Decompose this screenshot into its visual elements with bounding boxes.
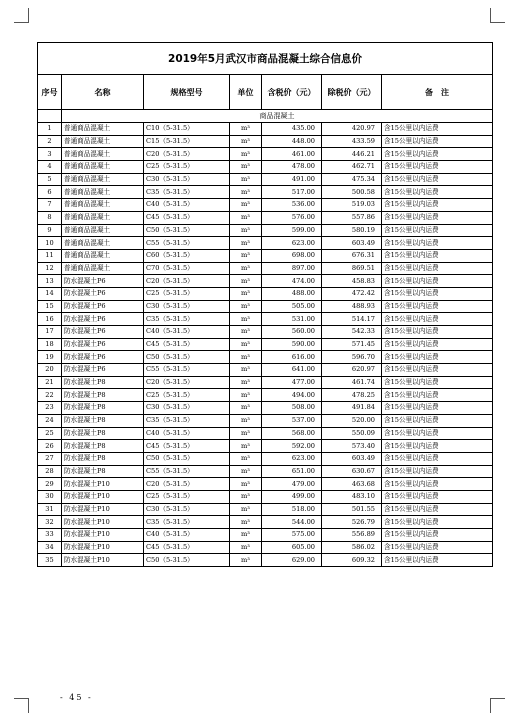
cell-spec: C45（5-31.5） xyxy=(144,541,230,554)
cell-name: 防水混凝土P6 xyxy=(62,287,144,300)
cell-no: 14 xyxy=(38,287,62,300)
cell-no: 9 xyxy=(38,224,62,237)
cell-no: 28 xyxy=(38,465,62,478)
cell-no: 21 xyxy=(38,376,62,389)
cell-spec: C20（5-31.5） xyxy=(144,148,230,161)
cell-spec: C40（5-31.5） xyxy=(144,326,230,339)
cell-price-notax: 620.97 xyxy=(322,364,382,377)
table-row xyxy=(38,529,493,542)
cell-price-notax: 501.55 xyxy=(322,503,382,516)
cell-no: 22 xyxy=(38,389,62,402)
cell-price-notax: 586.02 xyxy=(322,541,382,554)
cell-name: 普通商品混凝土 xyxy=(62,224,144,237)
cell-unit: m³ xyxy=(230,490,262,503)
cell-spec: C70（5-31.5） xyxy=(144,262,230,275)
cell-name: 普通商品混凝土 xyxy=(62,148,144,161)
cell-note: 含15公里以内运费 xyxy=(382,173,493,186)
cell-note: 含15公里以内运费 xyxy=(382,478,493,491)
cell-note: 含15公里以内运费 xyxy=(382,237,493,250)
cell-spec: C45（5-31.5） xyxy=(144,211,230,224)
cell-unit: m³ xyxy=(230,249,262,262)
cell-price-tax: 474.00 xyxy=(262,275,322,288)
cell-price-tax: 651.00 xyxy=(262,465,322,478)
cell-price-notax: 420.97 xyxy=(322,123,382,136)
cell-unit: m³ xyxy=(230,427,262,440)
table-row xyxy=(38,148,493,161)
cell-price-notax: 514.17 xyxy=(322,313,382,326)
cell-note: 含15公里以内运费 xyxy=(382,541,493,554)
cell-no: 2 xyxy=(38,135,62,148)
table-row xyxy=(38,452,493,465)
cell-price-notax: 478.25 xyxy=(322,389,382,402)
cell-price-tax: 435.00 xyxy=(262,123,322,136)
cell-name: 普通商品混凝土 xyxy=(62,199,144,212)
cell-no: 16 xyxy=(38,313,62,326)
cell-price-notax: 500.58 xyxy=(322,186,382,199)
cell-spec: C35（5-31.5） xyxy=(144,186,230,199)
crop-mark-top-right xyxy=(490,8,505,23)
cell-no: 31 xyxy=(38,503,62,516)
table-row xyxy=(38,465,493,478)
cell-note: 含15公里以内运费 xyxy=(382,376,493,389)
cell-price-notax: 458.83 xyxy=(322,275,382,288)
cell-no: 20 xyxy=(38,364,62,377)
cell-name: 防水混凝土P8 xyxy=(62,427,144,440)
table-row xyxy=(38,554,493,567)
table-row xyxy=(38,389,493,402)
cell-unit: m³ xyxy=(230,389,262,402)
cell-spec: C25（5-31.5） xyxy=(144,287,230,300)
cell-price-notax: 483.10 xyxy=(322,490,382,503)
cell-spec: C45（5-31.5） xyxy=(144,338,230,351)
table-row xyxy=(38,211,493,224)
cell-note: 含15公里以内运费 xyxy=(382,351,493,364)
section-label: 商品混凝土 xyxy=(62,110,493,123)
crop-mark-top-left xyxy=(14,8,29,23)
cell-name: 防水混凝土P10 xyxy=(62,503,144,516)
cell-spec: C50（5-31.5） xyxy=(144,351,230,364)
cell-unit: m³ xyxy=(230,478,262,491)
cell-note: 含15公里以内运费 xyxy=(382,503,493,516)
cell-price-tax: 479.00 xyxy=(262,478,322,491)
cell-no: 30 xyxy=(38,490,62,503)
cell-price-tax: 505.00 xyxy=(262,300,322,313)
table-row xyxy=(38,287,493,300)
cell-name: 防水混凝土P8 xyxy=(62,389,144,402)
cell-name: 防水混凝土P10 xyxy=(62,478,144,491)
table-row xyxy=(38,541,493,554)
cell-no: 23 xyxy=(38,402,62,415)
cell-spec: C35（5-31.5） xyxy=(144,313,230,326)
cell-price-tax: 623.00 xyxy=(262,237,322,250)
cell-price-notax: 571.45 xyxy=(322,338,382,351)
table-row xyxy=(38,135,493,148)
cell-name: 普通商品混凝土 xyxy=(62,237,144,250)
cell-note: 含15公里以内运费 xyxy=(382,402,493,415)
cell-price-tax: 517.00 xyxy=(262,186,322,199)
cell-price-tax: 518.00 xyxy=(262,503,322,516)
cell-price-tax: 698.00 xyxy=(262,249,322,262)
cell-no: 4 xyxy=(38,161,62,174)
cell-note: 含15公里以内运费 xyxy=(382,516,493,529)
cell-price-tax: 477.00 xyxy=(262,376,322,389)
cell-price-tax: 448.00 xyxy=(262,135,322,148)
cell-spec: C35（5-31.5） xyxy=(144,516,230,529)
cell-name: 防水混凝土P8 xyxy=(62,402,144,415)
cell-spec: C40（5-31.5） xyxy=(144,529,230,542)
cell-name: 防水混凝土P6 xyxy=(62,313,144,326)
cell-spec: C55（5-31.5） xyxy=(144,364,230,377)
cell-no: 7 xyxy=(38,199,62,212)
table-row xyxy=(38,414,493,427)
page-title: 2019年5月武汉市商品混凝土综合信息价 xyxy=(38,43,493,75)
cell-no: 33 xyxy=(38,529,62,542)
table-row xyxy=(38,376,493,389)
cell-unit: m³ xyxy=(230,148,262,161)
cell-no: 3 xyxy=(38,148,62,161)
header-price-tax: 含税价（元） xyxy=(262,75,322,110)
cell-price-notax: 519.03 xyxy=(322,199,382,212)
cell-note: 含15公里以内运费 xyxy=(382,199,493,212)
cell-price-tax: 897.00 xyxy=(262,262,322,275)
cell-price-tax: 491.00 xyxy=(262,173,322,186)
cell-unit: m³ xyxy=(230,262,262,275)
table-row xyxy=(38,262,493,275)
cell-spec: C50（5-31.5） xyxy=(144,554,230,567)
cell-price-tax: 488.00 xyxy=(262,287,322,300)
cell-name: 防水混凝土P10 xyxy=(62,490,144,503)
cell-no: 29 xyxy=(38,478,62,491)
cell-spec: C25（5-31.5） xyxy=(144,389,230,402)
cell-name: 普通商品混凝土 xyxy=(62,173,144,186)
header-name: 名称 xyxy=(62,75,144,110)
cell-unit: m³ xyxy=(230,452,262,465)
cell-spec: C40（5-31.5） xyxy=(144,199,230,212)
table-row xyxy=(38,516,493,529)
table-row xyxy=(38,338,493,351)
cell-note: 含15公里以内运费 xyxy=(382,440,493,453)
cell-no: 24 xyxy=(38,414,62,427)
table-row xyxy=(38,313,493,326)
cell-no: 19 xyxy=(38,351,62,364)
cell-unit: m³ xyxy=(230,237,262,250)
cell-price-notax: 472.42 xyxy=(322,287,382,300)
cell-unit: m³ xyxy=(230,414,262,427)
cell-unit: m³ xyxy=(230,402,262,415)
cell-note: 含15公里以内运费 xyxy=(382,287,493,300)
table-row xyxy=(38,402,493,415)
table-row xyxy=(38,161,493,174)
cell-no: 34 xyxy=(38,541,62,554)
cell-price-tax: 599.00 xyxy=(262,224,322,237)
cell-note: 含15公里以内运费 xyxy=(382,326,493,339)
cell-price-notax: 433.59 xyxy=(322,135,382,148)
cell-name: 普通商品混凝土 xyxy=(62,186,144,199)
cell-spec: C40（5-31.5） xyxy=(144,427,230,440)
cell-price-tax: 499.00 xyxy=(262,490,322,503)
cell-price-tax: 568.00 xyxy=(262,427,322,440)
cell-spec: C30（5-31.5） xyxy=(144,300,230,313)
cell-price-tax: 494.00 xyxy=(262,389,322,402)
cell-price-notax: 463.68 xyxy=(322,478,382,491)
table-row xyxy=(38,503,493,516)
table-header-row xyxy=(38,75,493,110)
cell-no: 13 xyxy=(38,275,62,288)
cell-price-notax: 520.00 xyxy=(322,414,382,427)
cell-note: 含15公里以内运费 xyxy=(382,211,493,224)
cell-name: 普通商品混凝土 xyxy=(62,161,144,174)
table-row xyxy=(38,300,493,313)
cell-name: 普通商品混凝土 xyxy=(62,262,144,275)
cell-price-notax: 526.79 xyxy=(322,516,382,529)
table-row xyxy=(38,199,493,212)
price-table xyxy=(37,42,493,567)
cell-unit: m³ xyxy=(230,516,262,529)
cell-note: 含15公里以内运费 xyxy=(382,452,493,465)
cell-unit: m³ xyxy=(230,529,262,542)
cell-name: 防水混凝土P8 xyxy=(62,465,144,478)
cell-no: 35 xyxy=(38,554,62,567)
cell-no: 8 xyxy=(38,211,62,224)
cell-price-tax: 641.00 xyxy=(262,364,322,377)
cell-name: 防水混凝土P10 xyxy=(62,516,144,529)
cell-no: 5 xyxy=(38,173,62,186)
cell-price-notax: 446.21 xyxy=(322,148,382,161)
table-row xyxy=(38,440,493,453)
cell-note: 含15公里以内运费 xyxy=(382,161,493,174)
cell-spec: C30（5-31.5） xyxy=(144,503,230,516)
table-row xyxy=(38,275,493,288)
table-row xyxy=(38,427,493,440)
cell-unit: m³ xyxy=(230,313,262,326)
header-note: 备 注 xyxy=(382,75,493,110)
cell-price-notax: 550.09 xyxy=(322,427,382,440)
cell-note: 含15公里以内运费 xyxy=(382,186,493,199)
table-row xyxy=(38,186,493,199)
cell-unit: m³ xyxy=(230,224,262,237)
cell-price-tax: 592.00 xyxy=(262,440,322,453)
cell-price-notax: 630.67 xyxy=(322,465,382,478)
cell-unit: m³ xyxy=(230,364,262,377)
cell-price-notax: 557.86 xyxy=(322,211,382,224)
table-row xyxy=(38,123,493,136)
table-row xyxy=(38,224,493,237)
table-row xyxy=(38,478,493,491)
cell-unit: m³ xyxy=(230,275,262,288)
table-row xyxy=(38,173,493,186)
cell-name: 防水混凝土P10 xyxy=(62,541,144,554)
cell-unit: m³ xyxy=(230,186,262,199)
cell-unit: m³ xyxy=(230,326,262,339)
cell-spec: C20（5-31.5） xyxy=(144,478,230,491)
cell-price-notax: 580.19 xyxy=(322,224,382,237)
cell-spec: C50（5-31.5） xyxy=(144,452,230,465)
cell-note: 含15公里以内运费 xyxy=(382,427,493,440)
cell-name: 防水混凝土P6 xyxy=(62,351,144,364)
cell-no: 15 xyxy=(38,300,62,313)
header-no: 序号 xyxy=(38,75,62,110)
cell-note: 含15公里以内运费 xyxy=(382,123,493,136)
cell-unit: m³ xyxy=(230,503,262,516)
cell-price-notax: 596.70 xyxy=(322,351,382,364)
cell-spec: C55（5-31.5） xyxy=(144,465,230,478)
cell-note: 含15公里以内运费 xyxy=(382,275,493,288)
cell-no: 17 xyxy=(38,326,62,339)
table-row xyxy=(38,326,493,339)
cell-spec: C30（5-31.5） xyxy=(144,173,230,186)
cell-price-notax: 556.89 xyxy=(322,529,382,542)
cell-price-notax: 609.32 xyxy=(322,554,382,567)
cell-name: 防水混凝土P6 xyxy=(62,338,144,351)
cell-spec: C25（5-31.5） xyxy=(144,490,230,503)
cell-price-tax: 537.00 xyxy=(262,414,322,427)
header-price-notax: 除税价（元） xyxy=(322,75,382,110)
cell-no: 18 xyxy=(38,338,62,351)
cell-price-tax: 575.00 xyxy=(262,529,322,542)
cell-note: 含15公里以内运费 xyxy=(382,262,493,275)
cell-price-notax: 491.84 xyxy=(322,402,382,415)
cell-no: 10 xyxy=(38,237,62,250)
cell-price-notax: 461.74 xyxy=(322,376,382,389)
cell-unit: m³ xyxy=(230,300,262,313)
cell-spec: C55（5-31.5） xyxy=(144,237,230,250)
cell-no: 27 xyxy=(38,452,62,465)
header-spec: 规格型号 xyxy=(144,75,230,110)
cell-spec: C60（5-31.5） xyxy=(144,249,230,262)
cell-note: 含15公里以内运费 xyxy=(382,300,493,313)
cell-price-tax: 623.00 xyxy=(262,452,322,465)
cell-note: 含15公里以内运费 xyxy=(382,414,493,427)
cell-unit: m³ xyxy=(230,465,262,478)
cell-note: 含15公里以内运费 xyxy=(382,135,493,148)
cell-note: 含15公里以内运费 xyxy=(382,224,493,237)
cell-price-notax: 603.49 xyxy=(322,452,382,465)
cell-no: 25 xyxy=(38,427,62,440)
cell-name: 防水混凝土P10 xyxy=(62,529,144,542)
cell-name: 普通商品混凝土 xyxy=(62,211,144,224)
cell-spec: C15（5-31.5） xyxy=(144,135,230,148)
cell-price-tax: 461.00 xyxy=(262,148,322,161)
page-number: - 45 - xyxy=(60,693,93,702)
cell-name: 防水混凝土P6 xyxy=(62,275,144,288)
cell-name: 普通商品混凝土 xyxy=(62,135,144,148)
cell-no: 6 xyxy=(38,186,62,199)
cell-name: 防水混凝土P10 xyxy=(62,554,144,567)
cell-name: 防水混凝土P6 xyxy=(62,300,144,313)
cell-price-tax: 629.00 xyxy=(262,554,322,567)
cell-price-tax: 531.00 xyxy=(262,313,322,326)
section-empty-cell xyxy=(38,110,62,123)
header-unit: 单位 xyxy=(230,75,262,110)
cell-spec: C50（5-31.5） xyxy=(144,224,230,237)
cell-unit: m³ xyxy=(230,541,262,554)
cell-name: 防水混凝土P8 xyxy=(62,376,144,389)
cell-price-notax: 488.93 xyxy=(322,300,382,313)
cell-unit: m³ xyxy=(230,135,262,148)
table-row xyxy=(38,351,493,364)
cell-spec: C20（5-31.5） xyxy=(144,275,230,288)
cell-price-tax: 508.00 xyxy=(262,402,322,415)
cell-price-notax: 542.33 xyxy=(322,326,382,339)
cell-name: 防水混凝土P8 xyxy=(62,414,144,427)
cell-unit: m³ xyxy=(230,199,262,212)
table-row xyxy=(38,237,493,250)
cell-note: 含15公里以内运费 xyxy=(382,490,493,503)
cell-spec: C20（5-31.5） xyxy=(144,376,230,389)
section-row xyxy=(38,110,493,123)
cell-note: 含15公里以内运费 xyxy=(382,554,493,567)
crop-mark-bottom-left xyxy=(14,698,29,713)
cell-price-tax: 605.00 xyxy=(262,541,322,554)
cell-unit: m³ xyxy=(230,211,262,224)
cell-no: 12 xyxy=(38,262,62,275)
cell-price-tax: 536.00 xyxy=(262,199,322,212)
cell-note: 含15公里以内运费 xyxy=(382,364,493,377)
cell-no: 32 xyxy=(38,516,62,529)
cell-no: 26 xyxy=(38,440,62,453)
cell-note: 含15公里以内运费 xyxy=(382,148,493,161)
cell-spec: C30（5-31.5） xyxy=(144,402,230,415)
cell-unit: m³ xyxy=(230,351,262,364)
cell-spec: C10（5-31.5） xyxy=(144,123,230,136)
cell-note: 含15公里以内运费 xyxy=(382,529,493,542)
cell-name: 普通商品混凝土 xyxy=(62,249,144,262)
cell-no: 11 xyxy=(38,249,62,262)
cell-note: 含15公里以内运费 xyxy=(382,465,493,478)
cell-unit: m³ xyxy=(230,338,262,351)
cell-name: 防水混凝土P6 xyxy=(62,326,144,339)
cell-note: 含15公里以内运费 xyxy=(382,249,493,262)
cell-name: 普通商品混凝土 xyxy=(62,123,144,136)
cell-spec: C45（5-31.5） xyxy=(144,440,230,453)
cell-price-tax: 560.00 xyxy=(262,326,322,339)
cell-price-tax: 478.00 xyxy=(262,161,322,174)
cell-note: 含15公里以内运费 xyxy=(382,389,493,402)
cell-price-notax: 869.51 xyxy=(322,262,382,275)
cell-price-tax: 576.00 xyxy=(262,211,322,224)
cell-unit: m³ xyxy=(230,376,262,389)
cell-unit: m³ xyxy=(230,173,262,186)
cell-no: 1 xyxy=(38,123,62,136)
cell-unit: m³ xyxy=(230,123,262,136)
crop-mark-bottom-right xyxy=(490,698,505,713)
cell-price-notax: 475.34 xyxy=(322,173,382,186)
cell-price-tax: 544.00 xyxy=(262,516,322,529)
cell-price-tax: 616.00 xyxy=(262,351,322,364)
table-row xyxy=(38,364,493,377)
cell-unit: m³ xyxy=(230,161,262,174)
cell-price-notax: 462.71 xyxy=(322,161,382,174)
cell-price-tax: 590.00 xyxy=(262,338,322,351)
cell-unit: m³ xyxy=(230,287,262,300)
cell-name: 防水混凝土P6 xyxy=(62,364,144,377)
cell-note: 含15公里以内运费 xyxy=(382,313,493,326)
cell-note: 含15公里以内运费 xyxy=(382,338,493,351)
cell-spec: C25（5-31.5） xyxy=(144,161,230,174)
cell-name: 防水混凝土P8 xyxy=(62,452,144,465)
cell-name: 防水混凝土P8 xyxy=(62,440,144,453)
cell-price-notax: 603.49 xyxy=(322,237,382,250)
cell-price-notax: 573.40 xyxy=(322,440,382,453)
cell-unit: m³ xyxy=(230,554,262,567)
table-row xyxy=(38,249,493,262)
table-row xyxy=(38,490,493,503)
cell-unit: m³ xyxy=(230,440,262,453)
cell-spec: C35（5-31.5） xyxy=(144,414,230,427)
cell-price-notax: 676.31 xyxy=(322,249,382,262)
table-body xyxy=(38,123,493,567)
